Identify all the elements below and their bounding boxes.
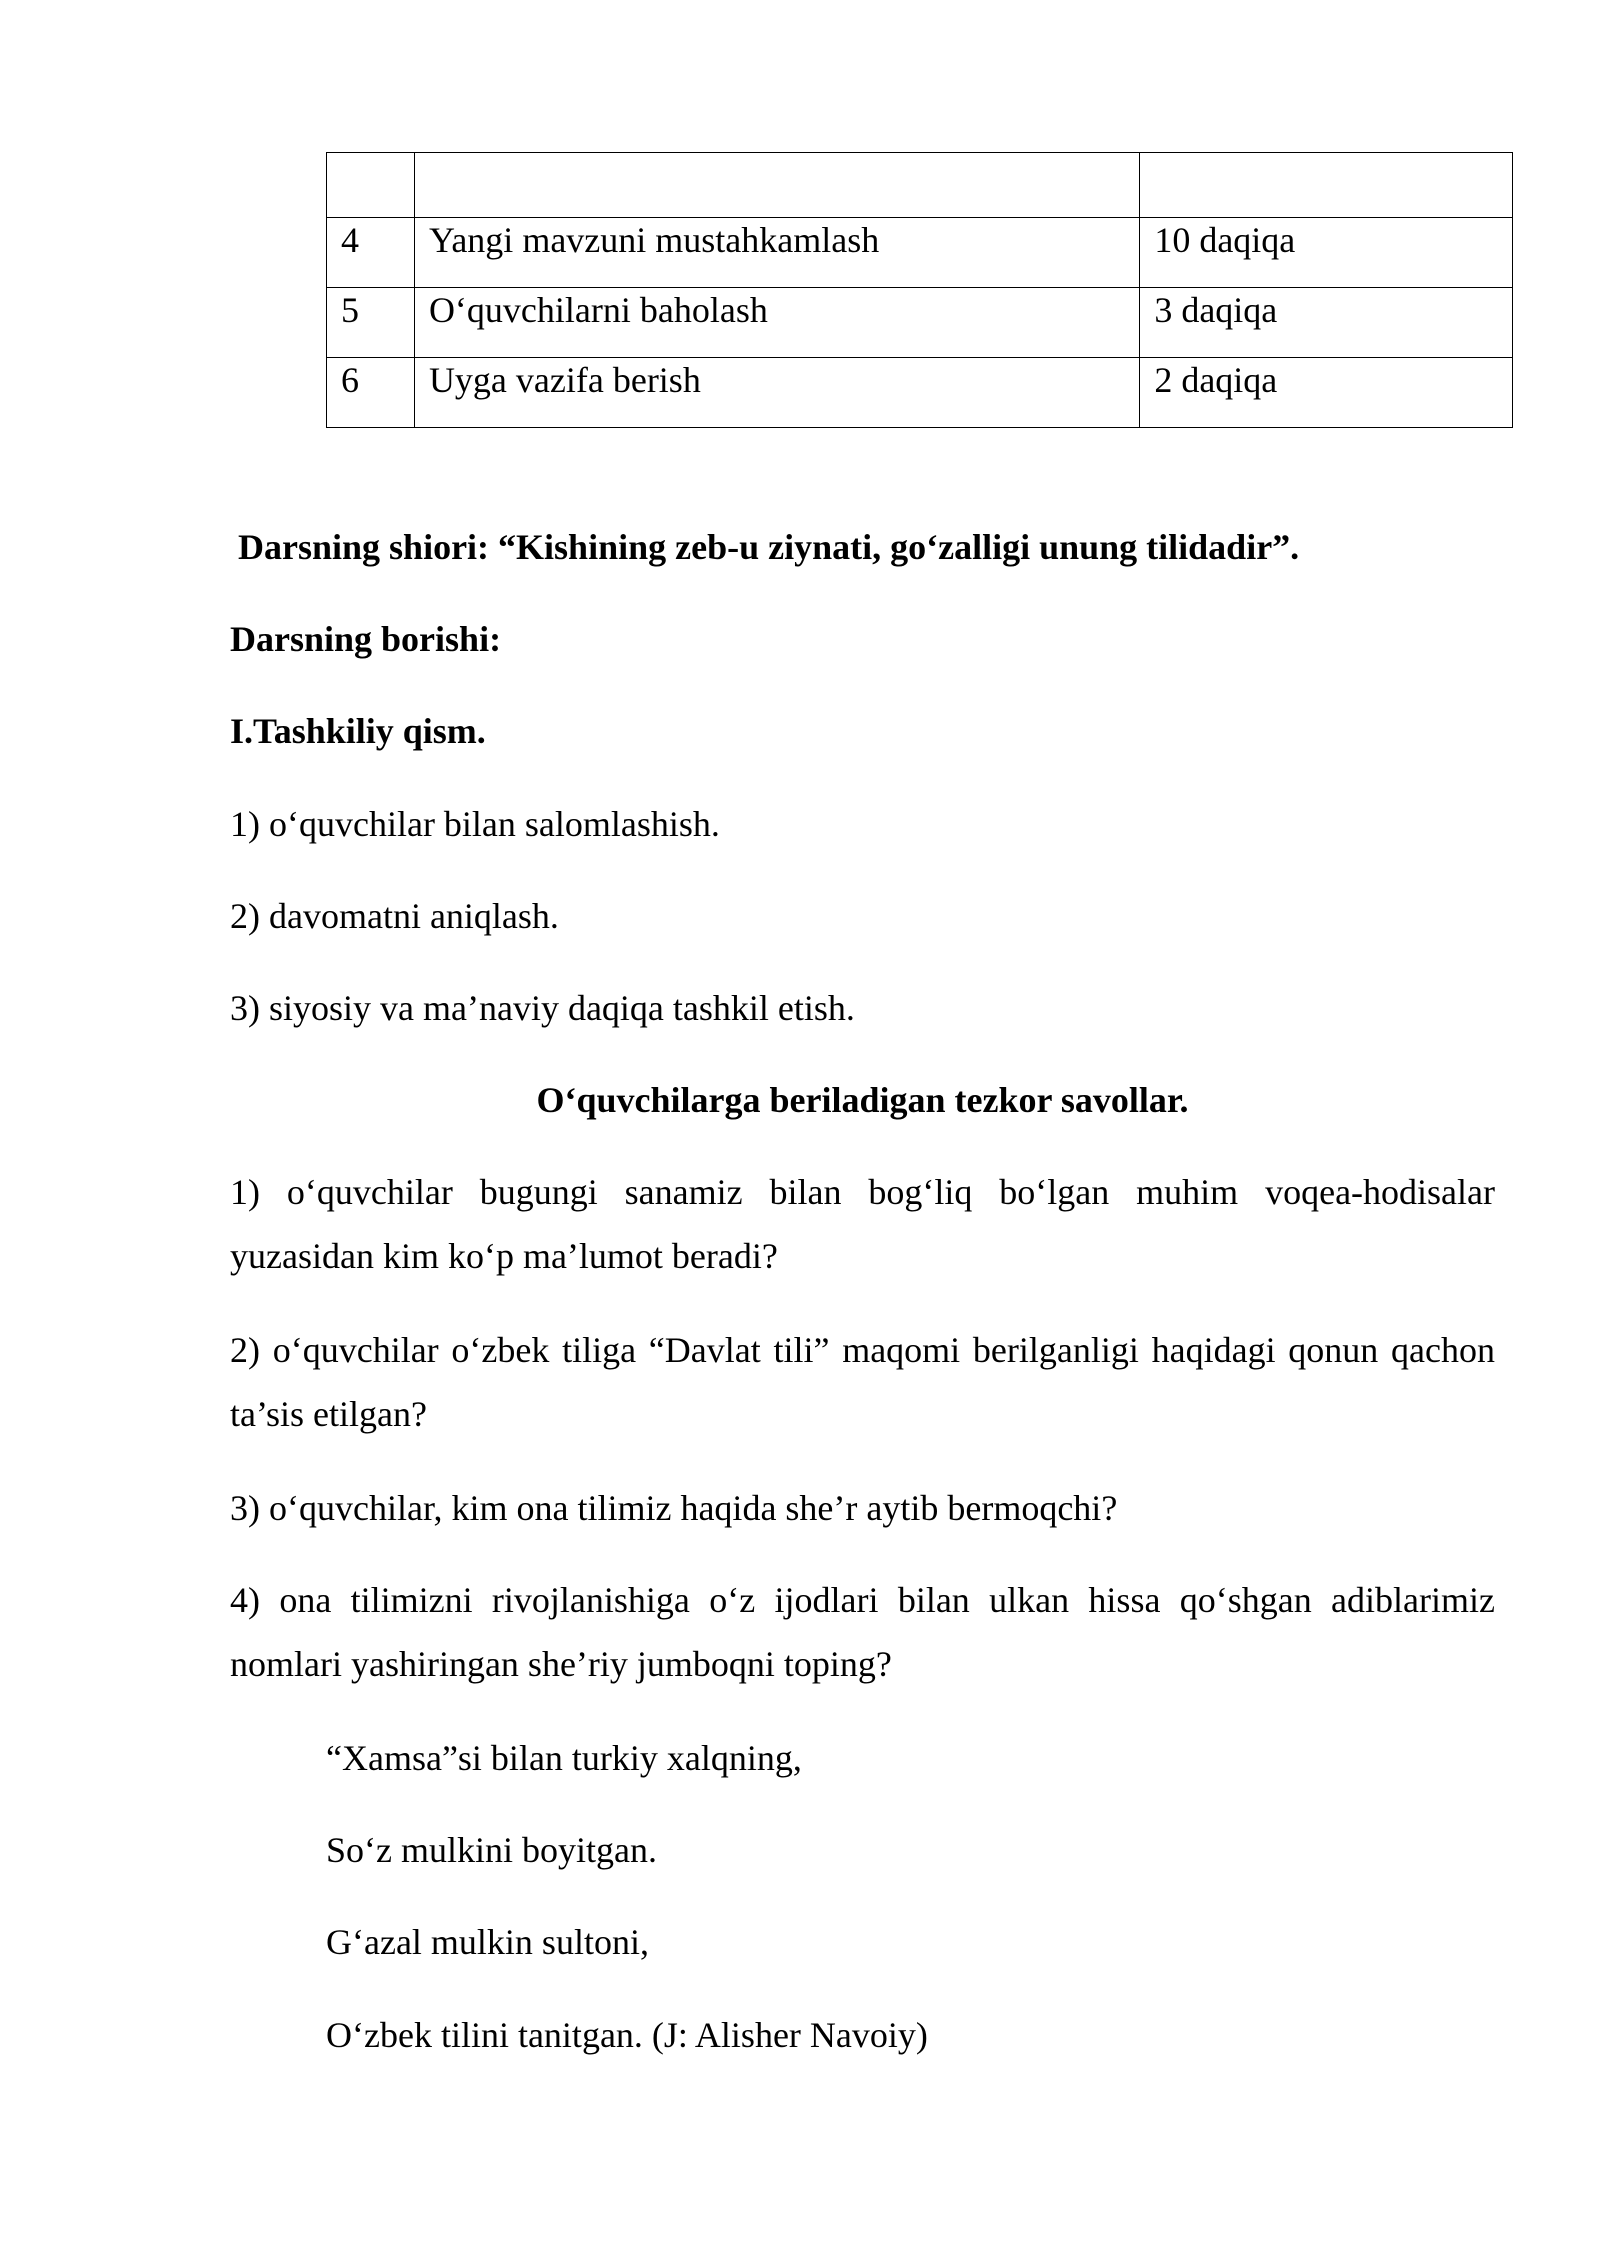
table-cell-stage: Yangi mavzuni mustahkamlash — [414, 218, 1139, 288]
poem-line: So‘z mulkini boyitgan. — [326, 1830, 657, 1870]
table-row — [327, 288, 1513, 358]
table-cell-time: 3 daqiqa — [1140, 288, 1513, 358]
question-item: 2) o‘quvchilar o‘zbek tiliga “Davlat tili” maqomi berilganligi haqidagi qonun qachon ta’sis etilgan? — [230, 1330, 1495, 1434]
question-item: 1) o‘quvchilar bugungi sanamiz bilan bog‘liq bo‘lgan muhim voqea-hodisalar yuzasidan kim ko‘p ma’lumot beradi? — [230, 1172, 1495, 1276]
list-item: 2) davomatni aniqlash. — [230, 896, 559, 936]
table-cell-stage: Uyga vazifa berish — [414, 358, 1139, 428]
poem-line: O‘zbek tilini tanitgan. (J: Alisher Navoiy) — [326, 2015, 928, 2055]
section-heading: I.Tashkiliy qism. — [230, 711, 486, 751]
table-row — [327, 153, 1513, 218]
table-cell-time — [1140, 153, 1513, 218]
table-cell-number: 6 — [327, 358, 415, 428]
table-cell-number: 5 — [327, 288, 415, 358]
question-item: 4) ona tilimizni rivojlanishiga o‘z ijodlari bilan ulkan hissa qo‘shgan adiblarimiz nomlari yashiringan she’riy jumboqni toping? — [230, 1580, 1495, 1684]
table-cell-number: 4 — [327, 218, 415, 288]
table-row — [327, 218, 1513, 288]
table-row — [327, 358, 1513, 428]
lesson-plan-table — [326, 152, 1513, 428]
list-item: 1) o‘quvchilar bilan salomlashish. — [230, 804, 720, 844]
question-item: 3) o‘quvchilar, kim ona tilimiz haqida she’r aytib bermoqchi? — [230, 1488, 1118, 1528]
lesson-flow-heading: Darsning borishi: — [230, 619, 502, 659]
table-cell-time: 10 daqiqa — [1140, 218, 1513, 288]
table-cell-stage — [414, 153, 1139, 218]
questions-heading: O‘quvchilarga beriladigan tezkor savollar. — [536, 1080, 1189, 1120]
lesson-motto: Darsning shiori: “Kishining zeb-u ziynati, go‘zalligi unung tilidadir”. — [238, 527, 1300, 567]
table-cell-stage: O‘quvchilarni baholash — [414, 288, 1139, 358]
table-cell-number — [327, 153, 415, 218]
poem-line: “Xamsa”si bilan turkiy xalqning, — [326, 1738, 802, 1778]
poem-line: G‘azal mulkin sultoni, — [326, 1922, 649, 1962]
table-cell-time: 2 daqiqa — [1140, 358, 1513, 428]
list-item: 3) siyosiy va ma’naviy daqiqa tashkil etish. — [230, 988, 855, 1028]
